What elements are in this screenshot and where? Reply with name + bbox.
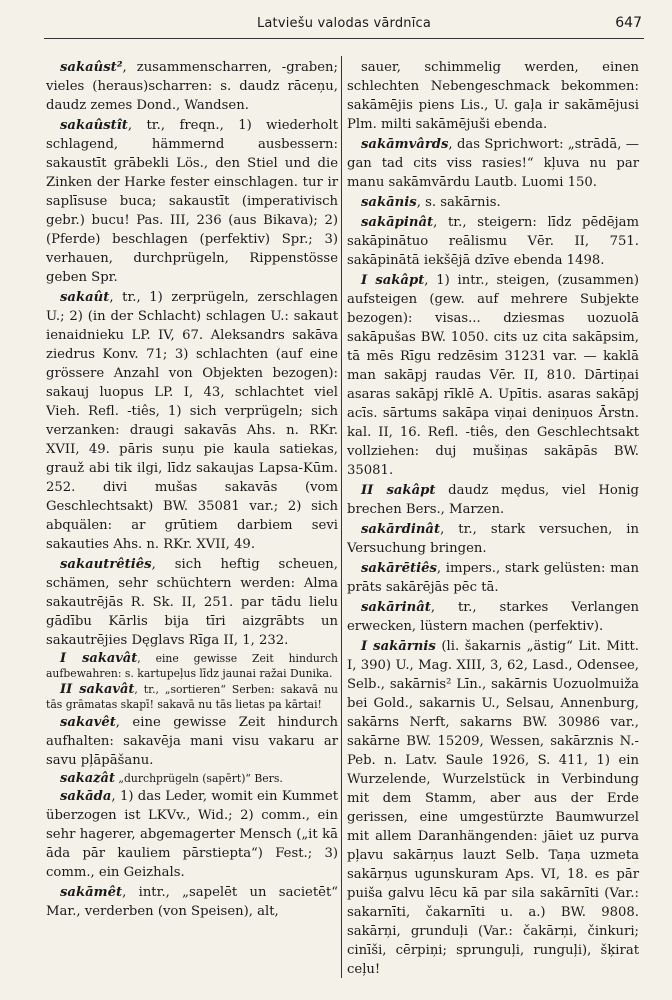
dictionary-entry (347, 520, 639, 558)
entry-text: , eine gewisse Zeit hindurch aufbewahren: s. kartupeļus līdz jaunai ražai Dunika. (46, 652, 338, 680)
entry-text: , impers., stark gelüsten: man prāts sakārējās pēc tā. (347, 561, 639, 595)
entry-headword: I sakavât (60, 651, 138, 666)
entry-text: (li. šakarnis „ästig“ Lit. Mitt. I, 390) U., Mag. XIII, 3, 62, Lasd., Odensee, Selb., sakārnis² Līn., sakārnis Uozuolmuiža bei Gold., sakarnis U., Selsau, Annenburg, sakārns Nerft, sakarns BW. 30986 var., sakārne BW. 15209, Wessen, sakārznis N.-Peb. n. Latv. Saule 1926, S. 411, 1) ein Wurzelende, Wurzelstück in Verbindung mit dem Stamm, aber aus der Erde gerissen, eine umgestürzte Baumwurzel mit allem Daranhängenden: jāiet uz purva pļavu sakārņus lauzt Selb. Taņa uzmeta sakārņus ugunskuram Aps. VI, 18. es pār puiša galvu lēcu kā par sila sakārnīti (Var.: sakarnīti, čakarnīti u. a.) BW. 9808. sakārņi, grunduļi (Var.: čakārņi, činkuri; cinīši, cērpiņi; sprunguļi, runguļi), šķirat ceļu! (347, 639, 639, 977)
entry-headword: sakāpinât (361, 215, 434, 230)
running-title: Latviešu valodas vārdnīca (256, 16, 432, 31)
entry-headword: sakaûst² (60, 60, 123, 75)
right-column (347, 58, 639, 980)
entry-text: , s. sakārnis. (416, 195, 501, 210)
entry-headword: sakaût (60, 290, 110, 305)
entry-text: , zusammenscharren, -graben; vieles (heraus)scharren: s. daudz rāceņu, daudz zemes Dond., Wandsen. (46, 60, 338, 113)
entry-headword: sakavêt (60, 715, 116, 730)
dictionary-entry (46, 288, 338, 554)
entry-text: , eine gewisse Zeit hindurch aufhalten: sakavēja mani visu vakaru ar savu pļāpāšanu. (46, 715, 338, 768)
entry-headword: sakārdinât (361, 522, 441, 537)
entry-text: , sich heftig scheuen, schämen, sehr schüchtern werden: Alma sakautrējās R. Sk. II, 251. par tādu lielu gādību Kārlis bija tīri aizgrābts un sakautrējies Dęglavs Rīga II, 1, 232. (46, 557, 338, 648)
dictionary-entry (347, 193, 639, 212)
entry-headword: sakāmêt (60, 885, 123, 900)
dictionary-entry (46, 771, 338, 786)
entry-text: , tr., stark versuchen, in Versuchung bringen. (347, 522, 639, 556)
dictionary-entry (347, 213, 639, 270)
entry-headword: II sakâpt (361, 483, 436, 498)
entry-headword: I sakārnis (361, 639, 436, 654)
entry-text: , tr., steigern: līdz pēdējam sakāpinātuo reālismu Vēr. II, 751. sakāpinātā iekšējā dzīve ebenda 1498. (347, 215, 639, 268)
dictionary-entry (347, 271, 639, 480)
dictionary-entry (46, 651, 338, 681)
entry-text: sauer, schimmelig werden, einen schlechten Nebengeschmack bekommen: sakāmējis piens Lis., U. gaļa ir sakāmējusi Plm. milti sakāmējuši ebenda. (347, 60, 639, 132)
dictionary-entry (347, 559, 639, 597)
entry-text: , tr., starkes Verlangen erwecken, lüstern machen (perfektiv). (347, 600, 639, 634)
entry-text: , tr., „sortieren“ Serben: sakavā nu tās grāmatas skapī! sakavā nu tās lietas pa kārtai! (46, 683, 339, 711)
dictionary-entry (46, 58, 338, 115)
entry-text: „durchprügeln (sapērt)“ Bers. (114, 772, 283, 785)
entry-text: , tr., freqn., 1) wiederholt schlagend, hämmernd ausbessern: sakaustīt grābekli Lös., den Stiel und die Zinken der Harke fester einschlagen. tur ir saplīsuse buca; sakaustīt (imperativisch gebr.) bucu! Pas. III, 236 (aus Bikava); 2) (Pferde) beschlagen (perfektiv) Spr.; 3) verhauen, durchprügeln, Rippenstösse geben Spr. (46, 118, 338, 285)
entry-text: , tr., 1) zerprügeln, zerschlagen U.; 2) (in der Schlacht) schlagen U.: sakaut ienaidnieku LP. IV, 67. Aleksandrs sakāva ziedrus Konv. 71; 3) schlachten (auf eine grössere Anzahl von Objekten bezogen): sakauj luopus LP. I, 43, schlachtet viel Vieh. Refl. -tiês, 1) sich verprügeln; sich verzanken: draugi sakavās Ahs. n. RKr. XVII, 49. pāris suņu pie kaula satiekas, grauž abi tik ilgi, līdz sakaujas Lapsa-Kūm. 252. divi mušas sakavās (vom Geschlechtsakt) BW. 35081 var.; 2) sich abquälen: ar grūtiem darbiem sevi sakauties Ahs. n. RKr. XVII, 49. (46, 290, 338, 552)
entry-text: , 1) das Leder, womit ein Kummet überzogen ist LKVv., Wid.; 2) comm., ein sehr hagerer, abgemagerter Mensch („it kā āda pār kauliem pārstiepta“) Fest.; 3) comm., ein Geizhals. (46, 789, 338, 880)
entry-headword: sakautrêtiês (60, 557, 152, 572)
entry-headword: sakāda (60, 789, 112, 804)
entry-text: , intr., „sapelēt un sacietēt“ Mar., verderben (von Speisen), alt, (46, 885, 338, 919)
dictionary-entry (46, 787, 338, 882)
dictionary-entry (347, 481, 639, 519)
entry-headword: sakazât (60, 771, 115, 786)
dictionary-entry (347, 135, 639, 192)
entry-text: , das Sprichwort: „strādā, —gan tad cits viss rasies!“ kļuva nu par manu sakāmvārdu Lautb. Luomi 150. (347, 137, 639, 190)
entry-headword: sakaûstît (60, 118, 128, 133)
entry-headword: sakānis (361, 195, 417, 210)
entry-headword: II sakavât (60, 682, 135, 697)
dictionary-entry (46, 555, 338, 650)
dictionary-entry (46, 116, 338, 287)
dictionary-entry (347, 58, 639, 134)
entry-headword: I sakâpt (361, 273, 425, 288)
dictionary-entry (46, 713, 338, 770)
dictionary-entry (46, 682, 338, 712)
dictionary-entry (347, 598, 639, 636)
entry-text: daudz mędus, viel Honig brechen Bers., Marzen. (347, 483, 639, 517)
dictionary-entry (347, 637, 639, 979)
page-header (44, 12, 644, 39)
entry-headword: sakāmvârds (361, 137, 449, 152)
left-column (46, 58, 338, 922)
column-divider (341, 56, 342, 978)
page-number: 647 (615, 15, 642, 31)
entry-text: , 1) intr., steigen, (zusammen) aufsteigen (gew. auf mehrere Subjekte bezogen): visas... dziesmas uozuolā sakāpušas BW. 1050. cits uz cita sakāpsim, tā mēs Rīgu redzēsim 31231 var. — kaklā man sakāpj raudas Vēr. II, 810. Dārtiņai asaras sakāpj rīklē A. Upītis. asaras sakāpj acīs. sārtums sakāpa viņai deniņuos Ārstn. kal. II, 16. Refl. -tiês, den Geschlechtsakt vollziehen: duj mušiņas sakāpās BW. 35081. (347, 273, 639, 478)
entry-headword: sakārinât (361, 600, 431, 615)
dictionary-entry (46, 883, 338, 921)
entry-headword: sakārētiês (361, 561, 437, 576)
